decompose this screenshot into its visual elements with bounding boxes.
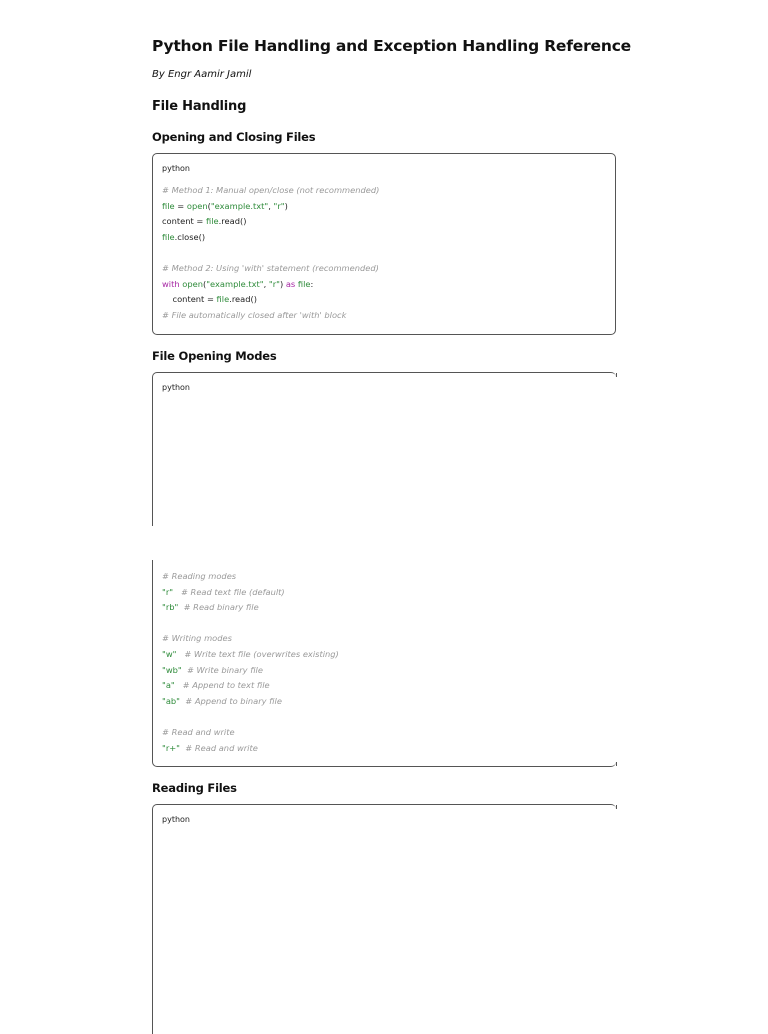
code-token: "r+": [162, 742, 180, 753]
code-token: "r": [268, 278, 280, 289]
code-token: file: [162, 200, 175, 211]
box-corner: [612, 805, 617, 809]
code-token: # Append to text file: [182, 680, 270, 691]
code-line: [162, 741, 339, 757]
code-token: [175, 680, 183, 690]
code-token: .close(): [174, 231, 206, 242]
code-token: # Method 1: Manual open/close (not recommended): [162, 185, 380, 195]
code-line: [162, 277, 379, 293]
code-token: ,: [268, 200, 274, 211]
code-line: [162, 261, 379, 277]
code-token: :: [310, 278, 314, 289]
code-token: # Read and write: [162, 726, 235, 737]
code-line: [162, 585, 339, 601]
code-token: file: [297, 278, 311, 289]
code-token: "ab": [162, 695, 180, 706]
code-token: file: [216, 294, 230, 305]
code-line: [162, 569, 339, 585]
code-line: [162, 694, 339, 710]
code-token: (: [207, 200, 211, 211]
code-token: =: [174, 200, 187, 211]
code-line: [162, 230, 379, 246]
code-token: "w": [162, 648, 177, 659]
subsection-heading-reading-files: Reading Files: [152, 781, 237, 795]
code-token: "r": [162, 586, 174, 597]
code-line: [162, 647, 339, 663]
code-token: [173, 587, 181, 597]
code-token: "rb": [162, 602, 179, 613]
code-line: [162, 631, 339, 647]
code-line: [162, 214, 379, 230]
code-line: [162, 600, 339, 616]
box-corner: [612, 373, 617, 377]
subsection-heading-opening-closing: Opening and Closing Files: [152, 130, 316, 144]
code-token: file: [206, 216, 219, 227]
code-token: (: [202, 278, 207, 289]
code-token: # Writing modes: [162, 633, 232, 644]
code-line: [162, 292, 379, 308]
code-token: # Read text file (default): [180, 586, 285, 597]
author-line: By Engr Aamir Jamil: [152, 69, 252, 80]
code-token: open: [186, 200, 208, 211]
code-token: content =: [162, 216, 206, 227]
document-title: Python File Handling and Exception Handling Reference: [152, 37, 631, 55]
box-corner: [612, 762, 617, 766]
code-token: # Append to binary file: [185, 695, 282, 706]
code-token: ,: [263, 278, 269, 289]
code-token: "a": [162, 680, 175, 691]
code-token: as: [285, 278, 296, 289]
code-token: with: [162, 278, 180, 289]
code-token: "example.txt": [210, 200, 269, 211]
code-token: "r": [273, 200, 285, 211]
code-token: .read(): [218, 216, 247, 227]
code-line: [162, 245, 379, 261]
subsection-heading-opening-modes: File Opening Modes: [152, 349, 277, 363]
code-line: [162, 616, 339, 632]
code-block-reading-files: [152, 804, 616, 1034]
code-token: ): [284, 200, 288, 211]
code-token: "example.txt": [206, 278, 264, 289]
code-token: # Write text file (overwrites existing): [184, 648, 339, 659]
code-token: content =: [162, 294, 217, 305]
code-token: .read(): [229, 294, 257, 305]
code-token: # Reading modes: [162, 571, 237, 581]
code-token: "wb": [162, 664, 182, 675]
code-token: # File automatically closed after 'with' block: [162, 309, 347, 320]
section-heading-file-handling: File Handling: [152, 99, 247, 114]
code-token: # Write binary file: [186, 664, 263, 675]
code-language-label: python: [162, 383, 190, 392]
code-block-opening-modes-top: [152, 372, 616, 526]
code-line: [162, 663, 339, 679]
code-block-opening-modes-bottom: [152, 560, 616, 767]
code-language-label: python: [162, 815, 190, 824]
code-line: [162, 199, 379, 215]
code-token: file: [162, 231, 175, 242]
code-token: # Method 2: Using 'with' statement (recommended): [162, 262, 379, 273]
code-line: [162, 678, 339, 694]
code-token: ): [279, 278, 286, 289]
code-line: [162, 725, 339, 741]
code-line: [162, 183, 379, 199]
code-token: # Read and write: [185, 742, 258, 753]
code-token: # Read binary file: [183, 602, 259, 613]
code-line: [162, 308, 379, 324]
code-token: open: [182, 278, 203, 289]
code-content: [162, 183, 379, 323]
code-block-opening-closing: [152, 153, 616, 335]
code-language-label: python: [162, 164, 190, 173]
code-content: [162, 569, 339, 756]
code-line: [162, 709, 339, 725]
